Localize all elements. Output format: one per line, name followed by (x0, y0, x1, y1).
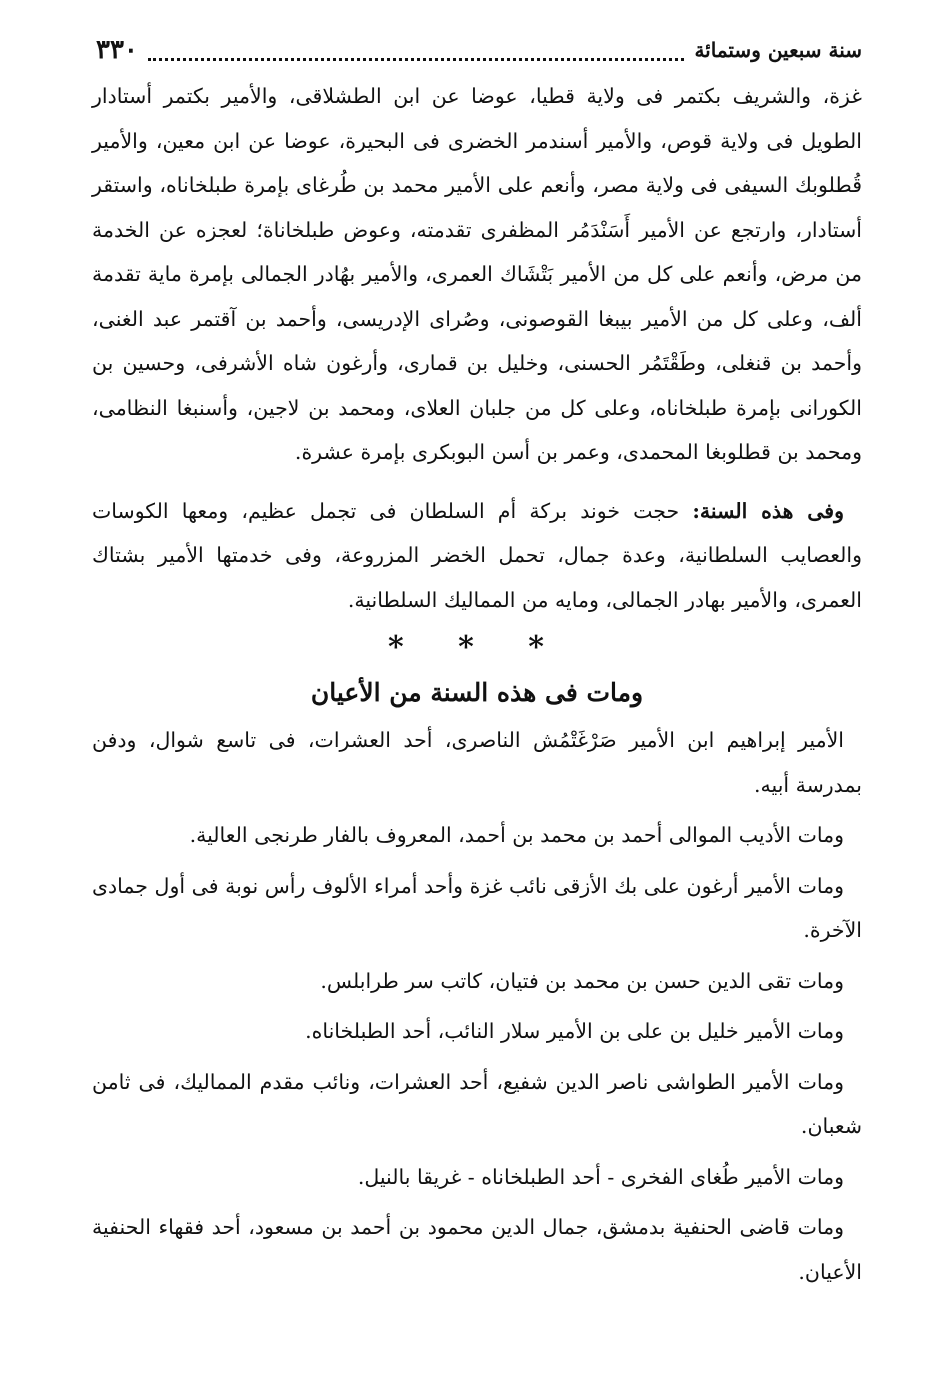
paragraph-appointments: غزة، والشريف بكتمر فى ولاية قطيا، عوضا عن ابن الطشلاقى، والأمير بكتمر أستادار الطويل فى ولاية قوص، والأمير أسندمر الخضرى فى البحيرة، عوضا عن ابن معين، والأمير قُطلوبك السيفى فى ولاية مصر، وأنعم على الأمير محمد بن طُرغاى بإمرة طبلخاناه، واستقر أستادار، وارتجع عن الأمير أَسَنْدَمُر المظفرى تقدمته، وعوض طبلخاناة؛ لعجزه عن الخدمة من مرض، وأنعم على كل من الأمير بَتْشَاك العمرى، والأمير بهُادر الجمالى بإمرة ماية تقدمة ألف، وعلى كل من الأمير بيبغا القوصونى، وصُراى الإدريسى، وأحمد بن آقتمر عبد الغنى، وأحمد بن قنغلى، وطَقْتَمُر الحسنى، وخليل بن قمارى، وأرغون شاه الأشرفى، وحسين بن الكورانى بإمرة طبلخاناه، وعلى كل من جلبان العلاى، ومحمد بن لاجين، وأسنبغا النظامى، ومحمد بن قطلوبغا المحمدى، وعمر بن أسن البوبكرى بإمرة عشرة. (92, 84, 862, 464)
dotted-leader (148, 44, 685, 61)
obituary-entry: ومات الأمير طُغاى الفخرى - أحد الطبلخاناه - غريقا بالنيل. (357, 1164, 844, 1189)
obituary-entry: ومات الأمير الطواشى ناصر الدين شفيع، أحد العشرات، ونائب مقدم المماليك، فى ثامن شعبان. (92, 1069, 862, 1138)
obituary-entry: ومات الأديب الموالى أحمد بن محمد بن أحمد، المعروف بالفار طرنجى العالية. (189, 823, 844, 847)
asterisk-separator: * * * (388, 630, 566, 665)
paragraph-body: حجت خوند بركة أم السلطان فى تجمل عظيم، ومعها الكوسات والعصايب السلطانية، وعدة جمال، تحمل الخضر المزروعة، وفى خدمتها الأمير بشتاك العمرى، والأمير بهادر الجمالى، ومايه من المماليك السلطانية. (92, 498, 862, 612)
section-heading: ومات فى هذه السنة من الأعيان (310, 678, 644, 707)
obituary-entry: ومات قاضى الحنفية بدمشق، جمال الدين محمود بن أحمد بن مسعود، أحد فقهاء الحنفية الأعيان. (92, 1215, 862, 1284)
obituary-entry: ومات الأمير أرغون على بك الأزقى نائب غزة وأحد أمراء الألوف رأس نوبة فى أول جمادى الآخرة. (92, 873, 862, 942)
obituary-list (92, 718, 862, 1294)
running-title: سنة سبعين وستمائة (694, 38, 862, 62)
paragraph-lead: وفى هذه السنة: (692, 498, 844, 523)
page-number: ٣٣٠ (96, 35, 138, 65)
paragraph-pilgrimage (92, 489, 862, 623)
book-page (92, 28, 862, 1300)
page-header (92, 28, 862, 72)
obituary-entry: الأمير إبراهيم ابن الأمير صَرْغَتْمُش الناصرى، أحد العشرات، فى تاسع شوال، ودفن بمدرسة أبيه. (92, 728, 862, 797)
obituary-entry: ومات الأمير خليل بن على بن الأمير سلار النائب، أحد الطبلخاناه. (305, 1019, 844, 1043)
obituary-entry: ومات تقى الدين حسن بن محمد بن فتيان، كاتب سر طرابلس. (320, 968, 844, 993)
